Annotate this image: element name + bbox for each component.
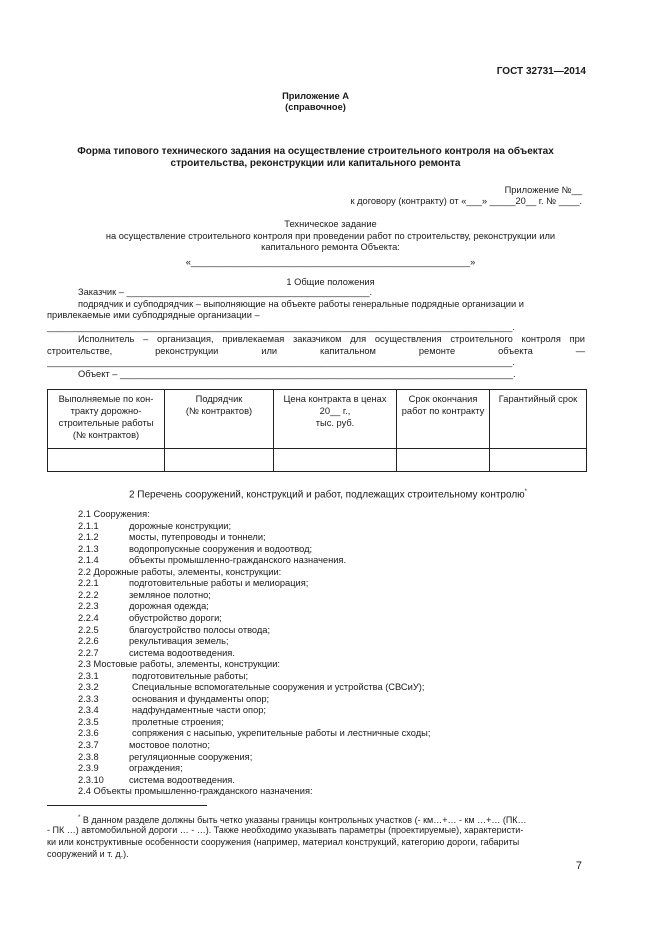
standard-code: ГОСТ 32731—2014 — [496, 66, 586, 77]
contracts-table — [47, 389, 587, 472]
list-item-text: система водоотведения. — [129, 647, 235, 658]
list-item-text: подготовительные работы; — [132, 670, 249, 681]
list-item-number: 2.3.3 — [78, 693, 99, 704]
list-item-number: 2.2.4 — [78, 612, 99, 623]
table-header-contractor: Подрядчик (№ контрактов) — [165, 390, 274, 449]
list-item-text: сопряжения с насыпью, укрепительные работы и лестничные сходы; — [132, 728, 431, 739]
table-cell — [397, 449, 490, 472]
page-number: 7 — [575, 860, 582, 872]
contractor-line1: подрядчик и субподрядчик – выполняющие на объекте работы генеральные подрядные организации и — [78, 299, 524, 309]
footnote-line3: ки или конструктивные особенности сооружения (например, материал конструкций, категорию дороги, габариты — [47, 837, 520, 847]
footnote-line1: * В данном разделе должны быть четко указаны границы контрольных участков (- км…+… - км …+… (ПК… — [78, 815, 527, 825]
list-item-number: 2.2.2 — [78, 589, 99, 600]
footnote-mark: * — [78, 815, 81, 821]
list-item-text: подготовительные работы и мелиорация; — [129, 578, 309, 589]
list-item-text: рекультивация земель; — [129, 636, 229, 647]
list-item-number: 2.3.7 — [78, 740, 99, 750]
list-item-number: 2.3.2 — [78, 682, 99, 693]
list-item-number: 2.3.5 — [78, 716, 99, 727]
tz-line1: на осуществление строительного контроля при проведении работ по строительству, реконструкции или — [105, 231, 556, 241]
form-title-line2: строительства, реконструкции или капитального ремонта — [170, 158, 461, 169]
form-title-line1: Форма типового технического задания на осуществление строительного контроля на объектах — [77, 146, 554, 157]
list-item-number: 2.3.9 — [78, 763, 99, 774]
list-item-number: 2.1 Сооружения: — [78, 509, 150, 519]
list-item-number: 2.2.6 — [78, 636, 99, 647]
list-item-number: 2.1.2 — [78, 532, 99, 543]
contractor-line2: привлекаемые ими субподрядные организации – — [47, 310, 260, 320]
list-item-text: земляное полотно; — [129, 589, 211, 600]
tz-title: Техническое задание — [284, 219, 377, 229]
table-row — [48, 449, 587, 472]
table-header-works: Выполняемые по кон- тракту дорожно- строительные работы (№ контрактов) — [48, 390, 165, 449]
list-item-number: 2.1.1 — [78, 520, 99, 531]
table-header-row — [48, 390, 587, 449]
list-item-number: 2.3 Мостовые работы, элементы, конструкции: — [78, 659, 281, 670]
list-item-text: Специальные вспомогательные сооружения и устройства (СВСиУ); — [132, 682, 425, 693]
contract-annex: Приложение №__ — [504, 185, 582, 195]
list-item-text: объекты промышленно-гражданского назначения. — [129, 555, 347, 566]
executor-line1: Исполнитель – организация, привлекаемая заказчиком для осуществления строительного контроля при — [78, 334, 585, 344]
blank-line2: __________________________________________________________________________________________. — [47, 357, 515, 367]
table-cell — [48, 449, 165, 472]
list-item-number: 2.3.4 — [78, 705, 99, 716]
contract-line: к договору (контракту) от «___» _____20__ г. № ____. — [350, 196, 582, 206]
footnote-line2: - ПК …) автомобильной дороги … - …). Также необходимо указывать параметры (проектируемые), характеристи- — [47, 825, 524, 835]
list-item-number: 2.2 Дорожные работы, элементы, конструкции: — [78, 566, 282, 577]
appendix-note: (справочное) — [285, 102, 346, 112]
list-item-text: ограждения; — [129, 763, 183, 774]
list-item-number: 2.1.3 — [78, 543, 99, 554]
footnote-line4: сооружений и т. д.). — [47, 849, 129, 859]
list-item-number: 2.3.1 — [78, 670, 99, 681]
list-item-number: 2.2.3 — [78, 601, 99, 612]
appendix-title: Приложение А — [282, 91, 349, 101]
list-item-text: водопропускные сооружения и водоотвод; — [129, 543, 313, 554]
list-item-number: 2.3.6 — [78, 728, 99, 739]
list-item-text: дорожные конструкции; — [129, 520, 232, 531]
list-item-text: система водоотведения. — [129, 774, 235, 785]
list-item-text: мостовое полотно; — [129, 740, 210, 750]
list-item-number: 2.1.4 — [78, 555, 99, 566]
list-item-text: благоустройство полосы отвода; — [129, 624, 271, 635]
blank-line1: __________________________________________________________________________________________. — [47, 322, 515, 332]
list-item-text: основания и фундаменты опор; — [132, 693, 270, 704]
list-item-number: 2.4 Объекты промышленно-гражданского назначения: — [78, 786, 313, 797]
table-header-warranty: Гарантийный срок — [490, 390, 587, 449]
executor-line2: строительстве, реконструкции или капитальном ремонте объекта — — [47, 346, 585, 356]
list-item-text: надфундаментные части опор; — [132, 705, 267, 716]
section1-title: 1 Общие положения — [286, 277, 375, 287]
list-item-text: обустройство дороги; — [129, 612, 222, 623]
table-cell — [274, 449, 397, 472]
list-item-number: 2.3.8 — [78, 751, 99, 762]
table-header-deadline: Срок окончания работ по контракту — [397, 390, 490, 449]
list-item-number: 2.3.10 — [78, 774, 104, 785]
table-cell — [490, 449, 587, 472]
footnote-separator — [47, 805, 207, 806]
tz-object-blank: «______________________________________________________» — [185, 257, 476, 267]
list-item-number: 2.2.1 — [78, 578, 99, 589]
table-header-price: Цена контракта в ценах 20__ г., тыс. руб. — [274, 390, 397, 449]
list-item-number: 2.2.5 — [78, 624, 99, 635]
list-item-number: 2.2.7 — [78, 647, 99, 658]
tz-line2: капитального ремонта Объекта: — [261, 242, 400, 252]
object-line: Объект – ____________________________________________________________________________. — [78, 369, 516, 379]
table-cell — [165, 449, 274, 472]
list-item-text: мосты, путепроводы и тоннели; — [129, 532, 266, 543]
list-item-text: пролетные строения; — [132, 716, 224, 727]
customer-line: Заказчик – _______________________________________________. — [78, 287, 373, 297]
section2-title: 2 Перечень сооружений, конструкций и работ, подлежащих строительному контролю* — [128, 489, 528, 501]
section2-title-mark: * — [524, 489, 528, 495]
list-item-text: дорожная одежда; — [129, 601, 209, 612]
list-item-text: регуляционные сооружения; — [129, 751, 253, 762]
